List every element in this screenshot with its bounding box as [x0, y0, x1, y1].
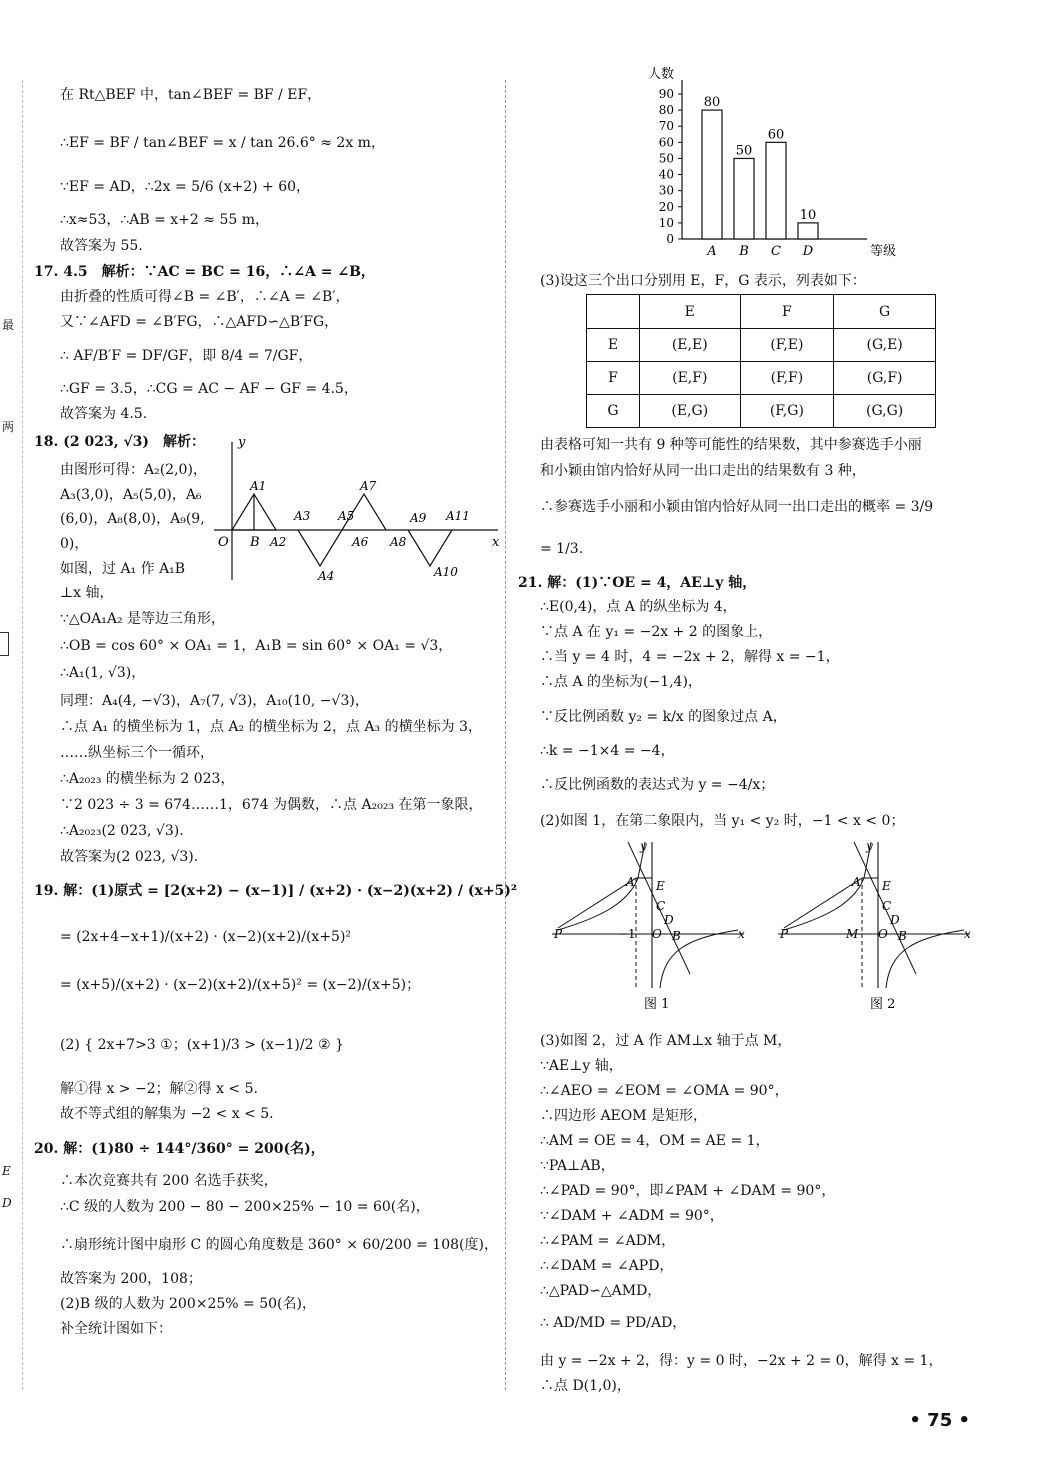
- fig18-a8: A8: [390, 535, 407, 549]
- table-cell: (G,G): [834, 395, 936, 428]
- text-line: ∵△OA₁A₂ 是等边三角形，: [60, 611, 226, 627]
- text-line: ∴E(0,4)，点 A 的纵坐标为 4，: [540, 599, 737, 615]
- data-label: 10: [799, 207, 817, 223]
- figure-21-2: [774, 838, 974, 1018]
- fig18-y-label: y: [238, 435, 246, 450]
- fig21-1-y: y: [640, 839, 647, 853]
- table-row: [587, 362, 936, 395]
- fig21-2-m: M: [846, 927, 859, 941]
- fig21-2-b: B: [898, 929, 907, 943]
- fig18-a1: A1: [250, 479, 267, 493]
- bar: [734, 158, 754, 239]
- figure-18: [214, 432, 504, 582]
- table-cell: (G,F): [834, 362, 936, 395]
- text-line: 故答案为 200，108；: [60, 1271, 202, 1287]
- text-line: ∴GF = 3.5，∴CG = AC − AF − GF = 4.5，: [60, 381, 358, 397]
- figure-21-1: [548, 838, 748, 1018]
- y-tick-label: 60: [658, 135, 674, 150]
- bar: [766, 142, 786, 239]
- table-header-cell: F: [740, 295, 834, 329]
- text-line: 解①得 x > −2；解②得 x < 5.: [60, 1081, 258, 1097]
- edge-mark: 两: [2, 420, 15, 434]
- text-line: ∵点 A 在 y₁ = −2x + 2 的图象上，: [540, 624, 773, 640]
- text-line: = 1/3.: [540, 541, 584, 557]
- x-tick-label: A: [707, 244, 717, 259]
- fig21-1-c: C: [656, 899, 666, 913]
- fig21-2-p: P: [780, 927, 789, 941]
- fig21-1-d: D: [664, 913, 674, 927]
- text-line: 故答案为 4.5.: [60, 406, 148, 422]
- text-line: 又∵∠AFD = ∠B′FG，∴△AFD∽△B′FG，: [60, 314, 339, 330]
- text-line: 由图形可得：A₂(2,0)，: [60, 462, 207, 478]
- fig21-2-e: E: [882, 879, 891, 893]
- text-line: (2)如图 1，在第二象限内，当 y₁ < y₂ 时，−1 < x < 0；: [540, 813, 905, 829]
- fig21-2-d: D: [890, 913, 900, 927]
- text-line: ∴ AD/MD = PD/AD，: [540, 1315, 687, 1331]
- text-line: ∴C 级的人数为 200 − 80 − 200×25% − 10 = 60(名)，: [60, 1199, 430, 1215]
- fig18-x-label: x: [492, 535, 500, 550]
- text-line: ∴扇形统计图中扇形 C 的圆心角度数是 360° × 60/200 = 108(度)，: [60, 1237, 498, 1253]
- y-tick-label: 40: [658, 167, 674, 182]
- text-line: ∴∠PAM = ∠ADM，: [540, 1233, 676, 1249]
- data-label: 60: [767, 127, 785, 143]
- problem-19: 19. 解：(1)原式 = [2(x+2) − (x−1)] / (x+2) · (x−2)(x+2) / (x+5)²: [34, 883, 518, 899]
- text-line: ∴参赛选手小丽和小颖由馆内恰好从同一出口走出的概率 = 3/9: [540, 499, 934, 515]
- fig21-2-a: A: [852, 875, 861, 889]
- y-tick-label: 30: [658, 183, 674, 198]
- text-line: 由 y = −2x + 2，得：y = 0 时，−2x + 2 = 0，解得 x = 1，: [540, 1353, 943, 1369]
- fig21-2-o: O: [878, 927, 888, 941]
- text-line: ∴x≈53，∴AB = x+2 ≈ 55 m，: [60, 212, 269, 228]
- fig18-b: B: [250, 535, 260, 550]
- text-line: 由表格可知一共有 9 种等可能性的结果数，其中参赛选手小丽: [540, 437, 922, 453]
- fig18-o: O: [218, 535, 229, 550]
- fig18-a4: A4: [318, 569, 335, 582]
- fig21-2-x: x: [964, 927, 971, 941]
- page-number: • 75 •: [909, 1410, 970, 1431]
- text-line: ∴点 A₁ 的横坐标为 1，点 A₂ 的横坐标为 2，点 A₃ 的横坐标为 3，: [60, 719, 482, 735]
- table-cell: (G,E): [834, 329, 936, 362]
- bar-chart: [642, 64, 1012, 264]
- x-tick-label: C: [771, 244, 781, 259]
- x-tick-label: B: [739, 244, 749, 259]
- text-line: 故答案为 55.: [60, 238, 143, 254]
- text-line: = (2x+4−x+1)/(x+2) · (x−2)(x+2)/(x+5)²: [60, 929, 352, 945]
- column-divider: [505, 80, 506, 1390]
- edge-mark: E: [2, 1164, 11, 1178]
- text-line: = (x+5)/(x+2) · (x−2)(x+2)/(x+5)² = (x−2)/(x+5)；: [60, 977, 421, 993]
- text-line: 故答案为(2 023, √3).: [60, 849, 199, 865]
- table-header-cell: [587, 295, 640, 329]
- table-header-cell: E: [640, 295, 741, 329]
- text-line: ∴∠DAM = ∠APD，: [540, 1258, 674, 1274]
- table-cell: (F,E): [740, 329, 834, 362]
- text-line: 如图，过 A₁ 作 A₁B: [60, 561, 186, 577]
- text-line: ∴点 A 的坐标为(−1,4)，: [540, 674, 702, 690]
- y-tick-label: 0: [666, 232, 674, 246]
- text-line: (3)设这三个出口分别用 E，F，G 表示，列表如下：: [540, 273, 866, 289]
- text-line: A₃(3,0)，A₅(5,0)，A₆: [60, 487, 202, 503]
- bar: [798, 223, 818, 239]
- text-line: ∴四边形 AEOM 是矩形，: [540, 1108, 708, 1124]
- fig21-1-e: E: [656, 879, 665, 893]
- fig21-1-b: B: [672, 929, 681, 943]
- y-tick-label: 90: [658, 87, 674, 101]
- table-header-cell: G: [834, 295, 936, 329]
- table-cell: E: [587, 329, 640, 362]
- text-line: ∴A₁(1, √3)，: [60, 665, 146, 681]
- outcome-table: [586, 294, 936, 428]
- bar: [702, 110, 722, 239]
- fig21-1-a: A: [626, 875, 635, 889]
- text-line: 0)，: [60, 536, 89, 552]
- text-line: ∴ AF/B′F = DF/GF，即 8/4 = 7/GF，: [60, 348, 313, 364]
- y-axis-label: 人数: [648, 67, 675, 82]
- data-label: 80: [703, 95, 721, 111]
- fig21-caption-1: 图 1: [644, 997, 670, 1012]
- text-line: ∴A₂₀₂₃(2 023, √3).: [60, 823, 184, 839]
- table-cell: F: [587, 362, 640, 395]
- table-cell: (E,G): [640, 395, 741, 428]
- text-line: ∵PA⊥AB，: [540, 1158, 615, 1174]
- text-line: ∴A₂₀₂₃ 的横坐标为 2 023，: [60, 771, 235, 787]
- text-line: (2) { 2x+7>3 ①；(x+1)/3 > (x−1)/2 ② }: [60, 1037, 344, 1053]
- text-line: ∴∠PAD = 90°，即∠PAM + ∠DAM = 90°，: [540, 1183, 836, 1199]
- text-line: (3)如图 2，过 A 作 AM⊥x 轴于点 M，: [540, 1033, 792, 1049]
- text-line: 由折叠的性质可得∠B = ∠B′，∴∠A = ∠B′，: [60, 289, 350, 305]
- text-line: ∵∠DAM + ∠ADM = 90°，: [540, 1208, 724, 1224]
- table-cell: (F,F): [740, 362, 834, 395]
- text-line: ∴k = −1×4 = −4，: [540, 743, 675, 759]
- text-line: ∴△PAD∽△AMD，: [540, 1283, 662, 1299]
- fig21-caption-2: 图 2: [870, 997, 896, 1012]
- text-line: ∴反比例函数的表达式为 y = −4/x；: [540, 777, 775, 793]
- fig18-a6: A6: [352, 535, 369, 549]
- text-line: 故不等式组的解集为 −2 < x < 5.: [60, 1106, 274, 1122]
- fig21-1-o: O: [652, 927, 662, 941]
- table-cell: (F,G): [740, 395, 834, 428]
- text-line: ∵反比例函数 y₂ = k/x 的图象过点 A，: [540, 709, 787, 725]
- fig21-2-c: C: [882, 899, 892, 913]
- text-line: ……纵坐标三个一循环，: [60, 745, 214, 761]
- text-line: ∵2 023 ÷ 3 = 674……1，674 为偶数，∴点 A₂₀₂₃ 在第一象限，: [60, 797, 483, 813]
- x-axis-label: 等级: [870, 244, 897, 259]
- y-tick-label: 50: [658, 151, 674, 166]
- y-tick-label: 80: [658, 103, 674, 118]
- text-line: (6,0)，A₈(8,0)，A₉(9,: [60, 511, 205, 527]
- text-line: ∴OB = cos 60° × OA₁ = 1，A₁B = sin 60° × OA₁ = √3，: [60, 638, 453, 654]
- x-tick-label: D: [802, 244, 814, 259]
- table-cell: (E,F): [640, 362, 741, 395]
- edge-box: [0, 632, 9, 656]
- edge-mark: 最: [2, 318, 15, 332]
- table-cell: (E,E): [640, 329, 741, 362]
- text-line: ∴当 y = 4 时，4 = −2x + 2，解得 x = −1，: [540, 649, 840, 665]
- y-tick-label: 70: [658, 119, 674, 134]
- text-line: 在 Rt△BEF 中，tan∠BEF = BF / EF，: [60, 87, 322, 103]
- problem-21: 21. 解：(1)∵OE = 4，AE⊥y 轴，: [518, 575, 757, 591]
- text-line: ∴本次竞赛共有 200 名选手获奖，: [60, 1173, 278, 1189]
- data-label: 50: [735, 143, 753, 159]
- problem-18: 18. (2 023, √3) 解析：: [34, 434, 206, 450]
- fig21-1-p: P: [554, 927, 563, 941]
- fig18-a10: A10: [434, 565, 458, 579]
- fig18-a7: A7: [360, 479, 377, 493]
- fig21-2-y: y: [866, 839, 873, 853]
- y-tick-label: 10: [658, 215, 674, 230]
- text-line: ∴AM = OE = 4，OM = AE = 1，: [540, 1133, 770, 1149]
- fig21-1-x: x: [738, 927, 745, 941]
- problem-20: 20. 解：(1)80 ÷ 144°/360° = 200(名)，: [34, 1141, 325, 1157]
- text-line: ∵AE⊥y 轴，: [540, 1058, 623, 1074]
- table-row: [587, 329, 936, 362]
- text-line: ∴EF = BF / tan∠BEF = x / tan 26.6° ≈ 2x m，: [60, 135, 385, 151]
- text-line: 同理：A₄(4, −√3)，A₇(7, √3)，A₁₀(10, −√3)，: [60, 693, 369, 709]
- table-row: [587, 395, 936, 428]
- text-line: ∴点 D(1,0)，: [540, 1378, 631, 1394]
- text-line: ⊥x 轴，: [60, 585, 114, 601]
- fig18-a3: A3: [294, 509, 311, 523]
- fig21-1-neg1: −1: [618, 927, 636, 941]
- text-line: (2)B 级的人数为 200×25% = 50(名)，: [60, 1296, 316, 1312]
- fig18-a11: A11: [446, 509, 470, 523]
- text-line: 和小颖由馆内恰好从同一出口走出的结果数有 3 种，: [540, 463, 866, 479]
- y-tick-label: 20: [658, 199, 674, 214]
- edge-mark: D: [2, 1196, 12, 1210]
- left-margin-rule: [22, 80, 23, 1390]
- text-line: ∵EF = AD，∴2x = 5/6 (x+2) + 60，: [60, 179, 311, 195]
- text-line: 补全统计图如下：: [60, 1321, 172, 1337]
- fig18-a5: A5: [338, 509, 355, 523]
- fig18-a2: A2: [270, 535, 287, 549]
- fig18-a9: A9: [410, 511, 427, 525]
- problem-17: 17. 4.5 解析：∵AC = BC = 16，∴∠A = ∠B，: [34, 264, 375, 280]
- text-line: ∴∠AEO = ∠EOM = ∠OMA = 90°，: [540, 1083, 789, 1099]
- table-cell: G: [587, 395, 640, 428]
